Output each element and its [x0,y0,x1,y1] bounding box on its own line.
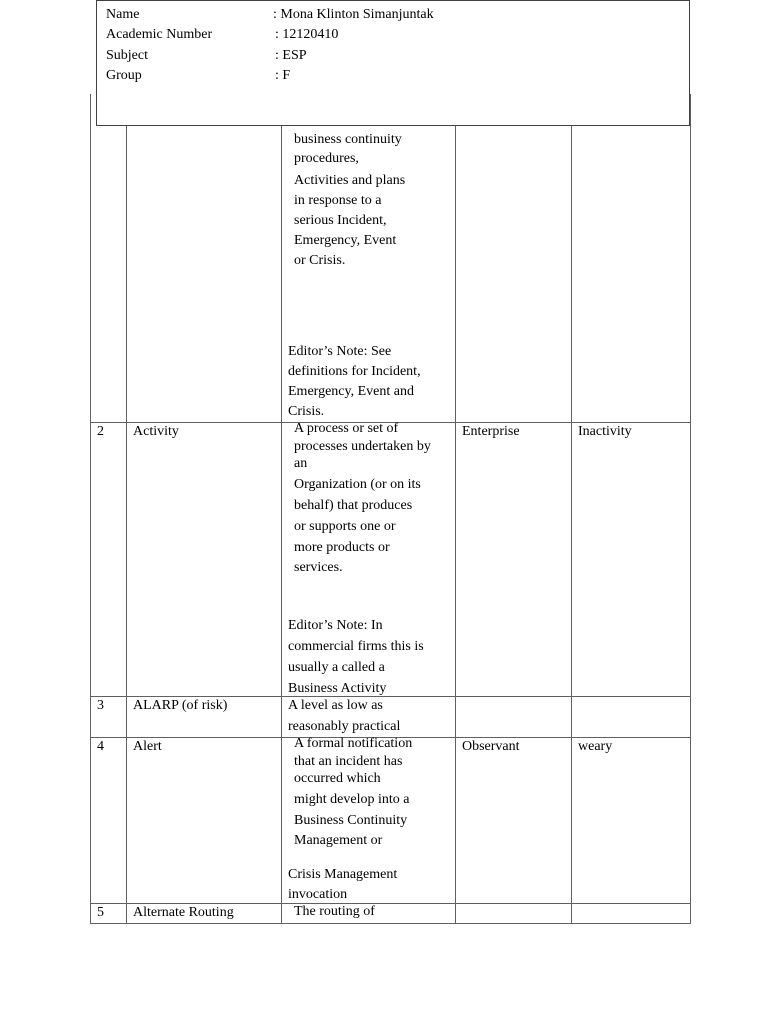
definition-line: A formal notification [294,736,413,751]
subject-label: Subject [106,48,148,63]
name-label: Name [106,7,140,22]
definition-cell [294,735,412,851]
note-line: commercial firms this is [288,639,424,654]
definition-line: might develop into a [294,792,410,807]
definition-line: services. [294,560,343,575]
definition-line: Activities and plans [294,173,406,188]
definition-line: that an incident has [294,754,403,769]
definition-line: business continuity [294,132,402,147]
definition-line: Business Continuity [294,813,408,828]
subject-value: : ESP [275,48,307,63]
table-border-left [90,94,91,924]
definition-line: Emergency, Event [294,233,397,248]
name-value: : Mona Klinton Simanjuntak [273,7,434,22]
definition-line: in response to a [294,193,382,208]
note-line: Crisis. [288,404,325,419]
note-line: Crisis Management [288,867,398,882]
student-info-box [96,0,690,126]
synonym-cell: Observant [462,739,520,754]
row-number: 4 [97,739,104,754]
note-line: Editor’s Note: In [288,618,383,633]
definition-line: behalf) that produces [294,498,413,513]
note-line: invocation [288,887,348,902]
definition-line: reasonably practical [288,719,401,734]
definition-line: more products or [294,540,390,555]
definition-line: occurred which [294,771,381,786]
definition-cell [288,696,400,737]
table-divider-definition [455,94,456,924]
antonym-cell: weary [578,739,613,754]
definition-line: procedures, [294,151,359,166]
group-label: Group [106,68,142,83]
term-cell: Activity [133,424,179,439]
row-number: 2 [97,424,104,439]
definition-line: A level as low as [288,698,383,713]
table-divider-term [281,94,282,924]
term-cell: Alternate Routing [133,905,234,920]
editor-note [288,616,424,699]
note-line: Business Activity [288,681,387,696]
definition-line: serious Incident, [294,213,387,228]
table-border-right [690,94,691,924]
academic-number-label: Academic Number [106,27,213,42]
definition-cell [294,420,431,578]
table-divider-synonym [571,94,572,924]
term-cell: Alert [133,739,162,754]
synonym-cell: Enterprise [462,424,520,439]
note-line: Editor’s Note: See [288,344,392,359]
definition-line: A process or set of [294,421,399,436]
note-line: Emergency, Event and [288,384,414,399]
table-divider-no [126,94,127,924]
table-border-bottom [90,923,691,924]
definition-line: or Crisis. [294,253,346,268]
term-cell: ALARP (of risk) [133,698,228,713]
row-number: 3 [97,698,104,713]
definition-line: Management or [294,833,383,848]
definition-line: The routing of [294,904,375,919]
definition-line: Organization (or on its [294,477,421,492]
definition-cell [294,902,375,922]
row-number: 5 [97,905,104,920]
definition-cell [294,130,405,271]
group-value: : F [275,68,291,83]
note-line: usually a called a [288,660,385,675]
antonym-cell: Inactivity [578,424,632,439]
editor-note [288,865,397,905]
definition-line: processes undertaken by [294,439,431,454]
editor-note [288,342,421,422]
definition-line: or supports one or [294,519,396,534]
note-line: definitions for Incident, [288,364,421,379]
definition-line: an [294,456,308,471]
academic-number-value: : 12120410 [275,27,339,42]
